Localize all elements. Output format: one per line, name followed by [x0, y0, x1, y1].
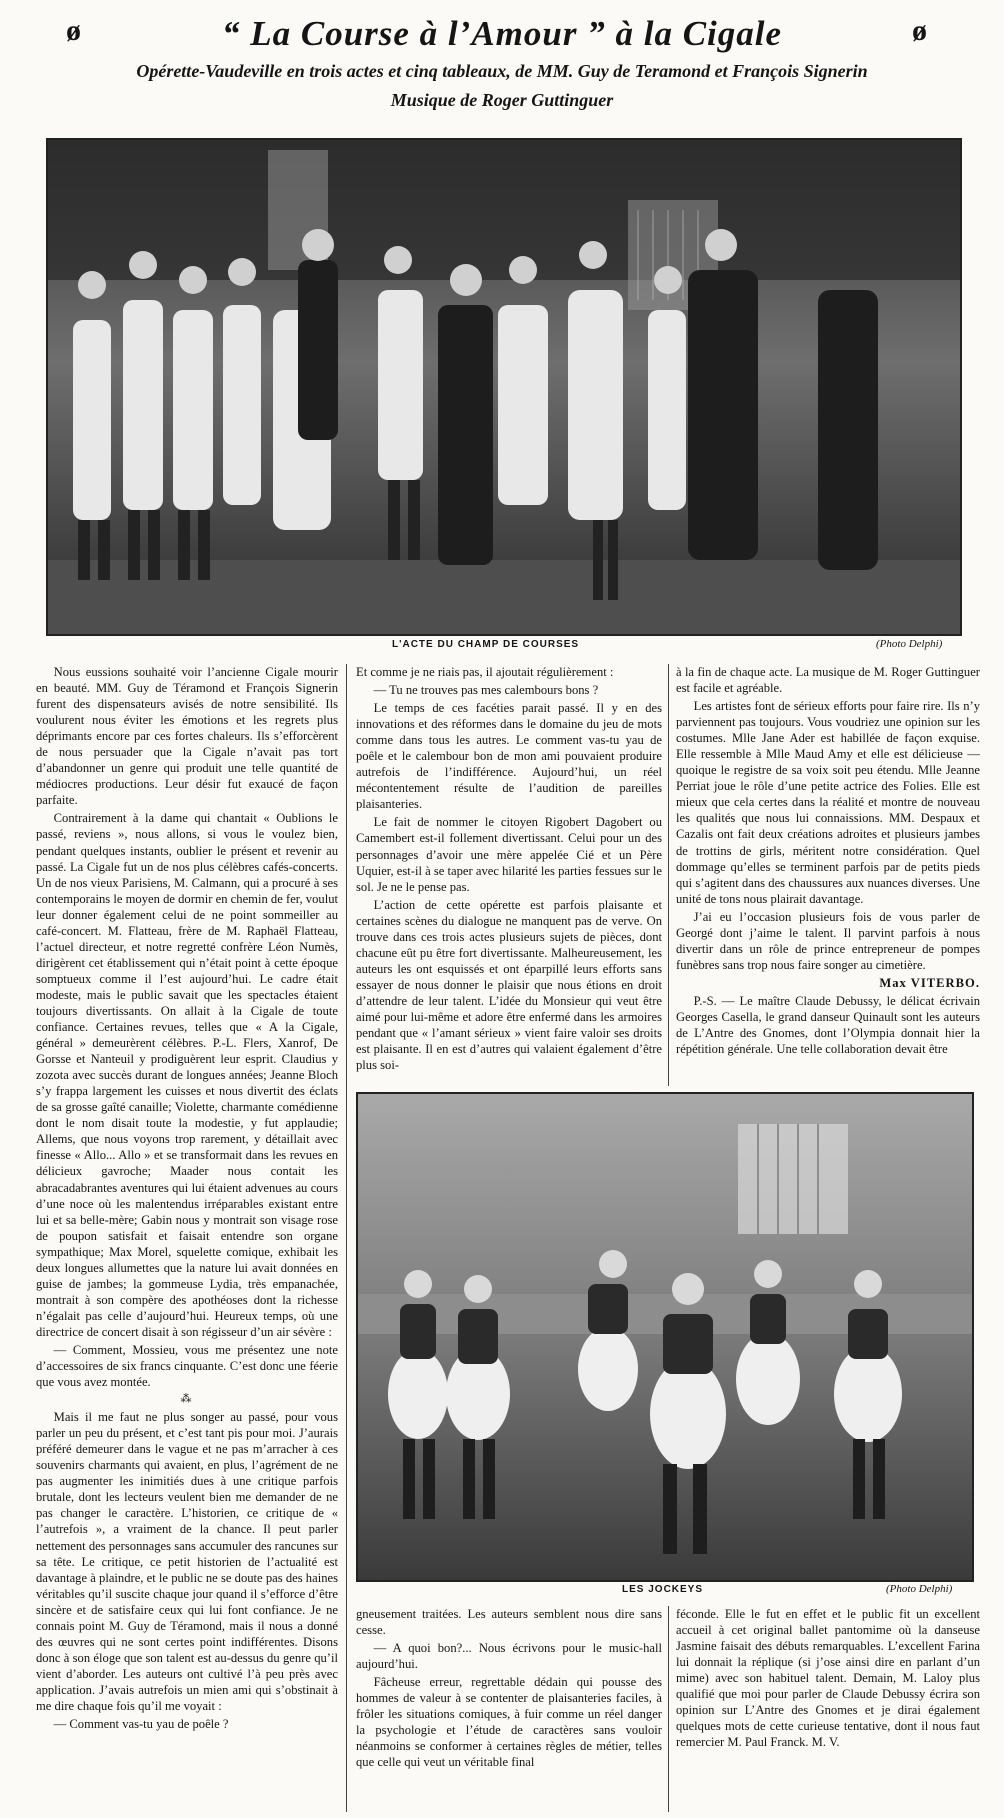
paragraph: Contrairement à la dame qui chantait « Oublions le passé, reviens », nous allons, si vous le voulez bien, pendant quelques instants, oublier le présent et revenir au passé. La Cigale fut un de nos plus célèbres cafés-concerts. Un de nos vieux Parisiens, M. Calmann, qui a procuré à ses contemporains le moyen de dormir en chemin de fer, voulut leur donner également celui de ne point sommeiller au café-concert. M. Flatteau, frère de M. Raphaël Flatteau, l’actuel directeur, et notre regretté confrère Léon Numès, dirigèrent cet établissement qui n’était point à cette époque somptueux comme il l’est aujourd’hui. Le cadre était modeste, mais le public savait que les spectacles étaient toujours divertissants. On allait à la Cigale de toute confiance. Certaines revues, telles que « A la Cigale, général » demeurèrent célèbres. P.-L. Flers, Xanrof, De Gorsse et Nanteuil y prodiguèrent leur esprit. Claudius y zozota avec succès durant de longues années; Jeanne Bloch s’y frappa largement les cuisses et nous divertit des éclats de sa grosse gaîté canaille; Violette, charmante comédienne dont le nom disait toute la modestie, y fut applaudie; Allems, que nous voyons trop rarement, y détaillait avec finesse « Allo... Allo » et se transformait dans les revues en délicieux gavroche; Maader nous contait les abracadabrantes aventures qui lui étaient advenues au cours d’une noce où les malentendus irréparables existant entre lui et sa belle-mère; Gabin nous y montrait son visage rose de poupon satisfait et faisait entendre son organe sympathique; Max Morel, squelette comique, exhibait les deux longues allumettes que la nature lui avait données en guise de jambes; la gommeuse Lydia, très empanachée, montrait à son compère des apothéoses dont la richesse n’égalait pas celle d’aujourd’hui. Heureux temps, où une directrice de concert disait à son régisseur d’un air sévère :	[36, 811, 338, 1339]
article-column-2-continued	[356, 1606, 662, 1812]
article-column-3-continued	[676, 1606, 980, 1812]
photo-bottom-credit: (Photo Delphi)	[886, 1583, 953, 1595]
column-rule	[346, 664, 347, 1812]
paragraph: à la fin de chaque acte. La musique de M. Roger Guttinguer est facile et agréable.	[676, 665, 980, 696]
paragraph: Le fait de nommer le citoyen Rigobert Dagobert ou Camembert est-il follement divertissant. Celui pour un des personnages d’avoir une mère appelée Cié et un Père Uquier, est-il à se taper avec hilarité les parties fessues sur le sol. Je ne le pense pas.	[356, 815, 662, 894]
photo-race-field-act	[46, 138, 962, 636]
ornament-right: ø	[912, 14, 927, 47]
author-signature: Max VITERBO.	[879, 975, 980, 990]
paragraph: Et comme je ne riais pas, il ajoutait régulièrement :	[356, 665, 614, 679]
photo-top-caption: L'ACTE DU CHAMP DE COURSES	[392, 639, 580, 650]
column-rule	[668, 664, 669, 1086]
article-column-3	[676, 664, 980, 1086]
photo-jockeys	[356, 1092, 974, 1582]
paragraph: — Comment vas-tu yau de poêle ?	[53, 1717, 229, 1732]
paragraph: Les artistes font de sérieux efforts pour faire rire. Ils n’y parviennent pas toujours. Vous voudriez une opinion sur les costumes. Mlle Jane Ader est habillée de façon exquise. Elle ressemble à Mlle Maud Amy et elle est délicieuse — quoique le registre de sa voix soit peu étendu. Mlle Jeanne Perriat joue le rôle d’une petite actrice des Folies. Elle est mieux que cela certes dans la réalité et montre de nouveau les qualités que nous lui connaissions. MM. Despaux et Cazalis ont fait deux créations adroites et plusieurs jambes de trottins de girls, méritent notre considération. Quel dommage qu’elles se terminent parfois par de petits pieds qui s’agitent dans des chaussures aux nuances diverses. Une unité de tons nous plairait davantage.	[676, 699, 980, 906]
paragraph: gneusement traitées. Les auteurs semblent nous dire sans cesse.	[356, 1607, 662, 1638]
column-rule	[668, 1606, 669, 1812]
paragraph: L’action de cette opérette est parfois plaisante et certaines scènes du dialogue ne manquent pas de verve. On trouve dans ces trois actes plusieurs sujets de pièces, dont chacune eût pu être fort divertissante. Malheureusement, les auteurs les ont esquissés et ont éparpillé leurs efforts sans essayer de nous donner le plaisir que nous étions en droit d’attendre de leur talent. L’idée du Monsieur qui veut être aimé pour lui-même et adore être enfermé dans les armoires pendant que « l’amant sérieux » vient faire valoir ses droits est plaisante. Il en est d’autres qui valaient également d’être plus soi-	[356, 897, 662, 1073]
paragraph: — Comment, Mossieu, vous me présentez une note d’accessoires de six francs cinquante. C’est donc une féerie que vous avez montée.	[36, 1342, 338, 1390]
article-title: “ La Course à l’Amour ” à la Cigale	[221, 14, 783, 53]
photo-jockeys-image	[358, 1094, 972, 1580]
paragraph: Fâcheuse erreur, regrettable dédain qui pousse des hommes de valeur à se contenter de plaisanteries faciles, à frôler les situations comiques, à fuir comme un réel danger la psychologie et l’étude de caractères sans vouloir néanmoins se conformer à certaines règles de métier, telles que celle qui veut un véritable final	[356, 1675, 662, 1770]
paragraph: — Tu ne trouves pas mes calembours bons ?	[373, 683, 599, 698]
photo-top-credit: (Photo Delphi)	[876, 638, 943, 650]
paragraph: — A quoi bon?... Nous écrivons pour le music-hall aujourd’hui.	[356, 1641, 662, 1672]
paragraph: Mais il me faut ne plus songer au passé, pour vous parler un peu du présent, et c’est tant pis pour moi. J’aurais préféré demeurer dans le vague et ne pas m’arracher à ces souvenirs charmants qui avaient, en plus, l’agrément de ne pas augmenter les inimitiés dues à une critique parfois brutale, dont les lecteurs veulent bien me demander de ne pas changer le caractère. L’historien, ce critique de « l’autrefois », a vraiment de la chance. Il peut parler nettement des personnages sans accumuler des rancunes sur sa tête. Le critique, ce petit historien de l’actualité est davantage à plaindre, et le public ne se doute pas des haines véritables qu’il suscite chaque jour quand il s’efforce d’être sincère et de satisfaire ceux qui lui font confiance. Je ne connais point M. Guy de Téramond, mais il nous a donné des œuvres qui ne sont certes point indifférentes. Disons donc à son éloge que son talent est au-dessus du genre qu’il vient d’aborder. Les auteurs ont cultivé l’à peu près avec application. J’avais autrefois un mien ami qui s’obstinait à me dire chaque fois qu’il me voyait :	[36, 1410, 338, 1713]
ornament-left: ø	[66, 14, 81, 47]
photo-bottom-caption: LES JOCKEYS	[622, 1584, 704, 1595]
paragraph: Nous eussions souhaité voir l’ancienne Cigale mourir en beauté. MM. Guy de Téramond et François Signerin furent des dispensateurs avisés de notre sensibilité. Ils voulurent nous éviter les émotions et les regrets plus déprimants encore par ces fortes chaleurs. Ils s’efforcèrent de nous persuader que la Cigale n’avait pas tort d’abandonner un genre qui produit une telle quantité de médiocres productions. Leur désir fut exaucé de façon parfaite.	[36, 665, 338, 808]
photo-race-field-act-image	[48, 140, 960, 634]
section-separator: ⁂	[180, 1393, 194, 1406]
paragraph: Le temps de ces facéties parait passé. Il y en des innovations et des réformes dans le domaine du jeu de mots comme dans tous les autres. Le comment vas-tu yau de poêle et le calembour bon de mon ami pouvaient produire autrefois de l’indifférence. Aujourd’hui, un réel mécontentement résulte de l’audition de pareilles plaisanteries.	[356, 701, 662, 812]
article-column-1	[36, 664, 338, 1812]
article-column-2	[356, 664, 662, 1086]
article-subtitle: Opérette-Vaudeville en trois actes et cinq tableaux, de MM. Guy de Teramond et François Signerin	[136, 61, 868, 81]
paragraph: féconde. Elle le fut en effet et le public fit un excellent accueil à cet original ballet pantomime où la danseuse Jasmine faisait des débuts remarquables. L’excellent Farina lui donnait la réplique (si j’ose ainsi dire en parlant d’un mime) avec son habituel talent. Demain, M. Laloy plus qualifié que moi pour parler de Claude Debussy écrira son opinion sur L’Antre des Gnomes et je dirai également quelques mots de cette curieuse tentative, dont il nous faut remercier M. Paul Franck. M. V.	[676, 1607, 980, 1750]
paragraph: P.-S. — Le maître Claude Debussy, le délicat écrivain Georges Casella, le grand danseur Quinault sont les auteurs de L’Antre des Gnomes, dont l’Olympia donnait hier la répétition générale. Une telle collaboration devait être	[676, 993, 980, 1057]
music-credit: Musique de Roger Guttinguer	[390, 90, 614, 110]
paragraph: J’ai eu l’occasion plusieurs fois de vous parler de Georgé dont j’aime le talent. Il parvint parfois à nous divertir dans un rôle de prince entrepreneur de pompes funèbres sans trop nous faire songer au cimetière.	[676, 909, 980, 972]
